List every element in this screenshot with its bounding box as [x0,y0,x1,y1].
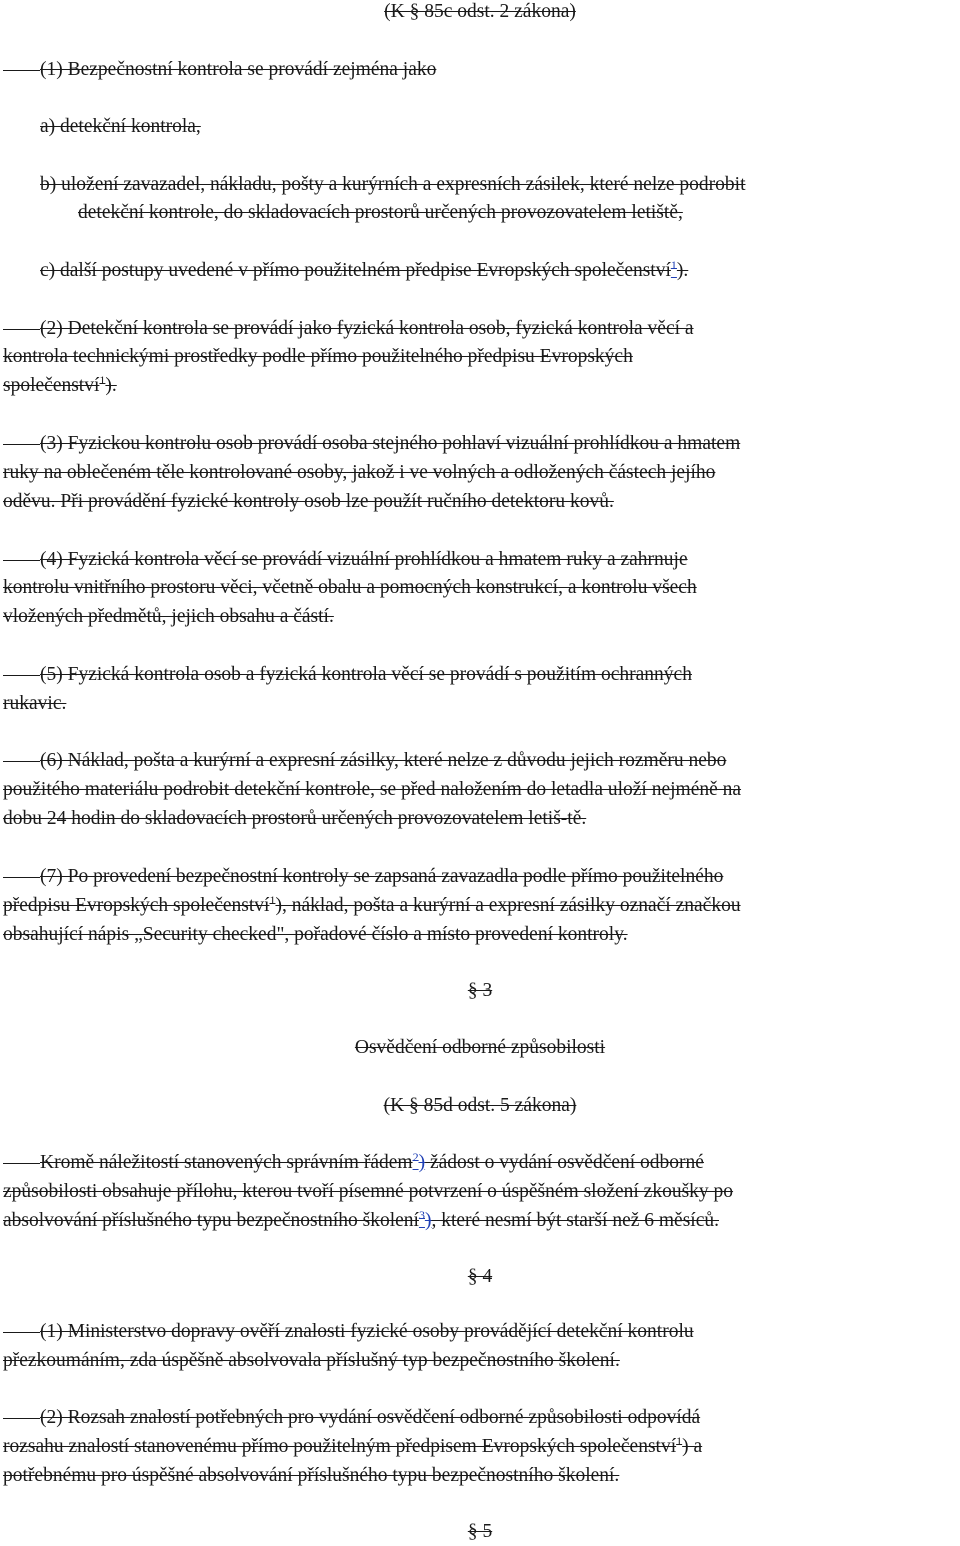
paragraph-indent-rule [3,675,40,676]
section-4-text: rozsahu znalostí stanovenému přímo použitelným předpisem Evropských společenství [3,1436,677,1457]
footnote-number: 3 [418,1208,425,1222]
paragraph-7-text: předpisu Evropských společenství [3,895,270,916]
section-3-text: Kromě náležitostí stanovených správním řádem [40,1152,413,1173]
footnote-number: 1 [670,258,677,272]
footnote-paren: ) [418,1152,426,1173]
paragraph-7-line-1: (7) Po provedení bezpečnostní kontroly se zapsaná zavazadla podle přímo použitelného [40,866,724,887]
section-heading: § 3 [467,980,493,1001]
section-heading: § 5 [467,1521,493,1542]
paragraph-4-line-3: vložených předmětů, jejich obsahu a částí. [3,606,334,627]
paragraph-7-line-3: obsahující nápis „Security checked", pořadové číslo a místo provedení kontroly. [3,924,628,945]
section-4-tail: ) a [682,1436,703,1457]
section-3-line-2: způsobilosti obsahuje přílohu, kterou tvoří písemné potvrzení o úspěšném složení zkoušky po [3,1181,734,1202]
section-heading: § 4 [467,1266,493,1287]
footnote-link-3[interactable] [419,1210,432,1231]
section-4-paragraph-2-line-2 [3,1435,702,1459]
paragraph-indent-rule [3,877,40,878]
paragraph-6-line-1: (6) Náklad, pošta a kurýrní a expresní zásilky, které nelze z důvodu jejich rozměru nebo [40,750,727,771]
footnote-number: 1 [676,1434,683,1448]
section-4-paragraph-1-line-1: (1) Ministerstvo dopravy ověří znalosti fyzické osoby provádějící detekční kontrolu [40,1321,694,1342]
paragraph-6-line-3: dobu 24 hodin do skladovacích prostorů určených provozovatelem letiš-tě. [3,808,587,829]
paragraph-2-line-2: kontrola technickými prostředky podle přímo použitelného předpisu Evropských [3,346,633,367]
section-4-paragraph-2-line-3: potřebnému pro úspěšné absolvování příslušného typu bezpečnostního školení. [3,1465,620,1486]
paragraph-indent-rule [3,70,40,71]
item-c-text: c) další postupy uvedené v přímo použitelném předpise Evropských společenství [40,260,671,281]
source-reference: (K § 85d odst. 5 zákona) [383,1095,577,1116]
footnote-number: 2 [412,1150,419,1164]
paragraph-7-line-2 [3,894,741,918]
paragraph-indent-rule [3,444,40,445]
paragraph-5-line-2: rukavic. [3,693,67,714]
paragraph-2-line-3 [3,374,117,398]
section-3-tail: , které nesmí být starší než 6 měsíců. [431,1210,719,1231]
section-3-tail: žádost o vydání osvědčení odborné [425,1152,704,1173]
paragraph-indent-rule [3,1332,40,1333]
section-4-paragraph-1-line-2: přezkoumáním, zda úspěšně absolvovala příslušný typ bezpečnostního školení. [3,1350,620,1371]
source-reference: (K § 85c odst. 2 zákona) [384,1,576,22]
footnote-link-2[interactable] [413,1152,426,1173]
paragraph-2-tail: ). [105,375,117,396]
paragraph-3-line-3: oděvu. Při provádění fyzické kontroly osob lze použít ručního detektoru kovů. [3,491,614,512]
section-title: Osvědčení odborné způsobilosti [354,1037,606,1058]
paragraph-indent-rule [3,1418,40,1419]
footnote-number: 1 [99,373,106,387]
footnote-paren: ) [424,1210,432,1231]
paragraph-7-tail: ), náklad, pošta a kurýrní a expresní zásilky označí značkou [275,895,741,916]
paragraph-3-line-1: (3) Fyzickou kontrolu osob provádí osoba stejného pohlaví vizuální prohlídkou a hmatem [40,433,741,454]
paragraph-4-line-1: (4) Fyzická kontrola věcí se provádí vizuální prohlídkou a hmatem ruky a zahrnuje [40,549,688,570]
item-b-line-1: b) uložení zavazadel, nákladu, pošty a kurýrních a expresních zásilek, které nelze podrobit [40,174,746,195]
section-3-line-3 [3,1209,719,1233]
paragraph-indent-rule [3,560,40,561]
paragraph-1-line-1: (1) Bezpečnostní kontrola se provádí zejména jako [40,59,437,80]
paragraph-6-line-2: použitého materiálu podrobit detekční kontrole, se před naložením do letadla uloží nejméně na [3,779,742,800]
item-c [40,259,688,283]
paragraph-indent-rule [3,329,40,330]
section-3-text: absolvování příslušného typu bezpečnostního školení [3,1210,419,1231]
section-3-line-1 [40,1151,704,1175]
item-b-line-2: detekční kontrole, do skladovacích prostorů určených provozovatelem letiště, [78,202,683,223]
footnote-number: 1 [269,893,276,907]
paragraph-2-line-1: (2) Detekční kontrola se provádí jako fyzická kontrola osob, fyzická kontrola věcí a [40,318,694,339]
item-c-tail: ). [676,260,689,281]
paragraph-5-line-1: (5) Fyzická kontrola osob a fyzická kontrola věcí se provádí s použitím ochranných [40,664,692,685]
section-4-paragraph-2-line-1: (2) Rozsah znalostí potřebných pro vydání osvědčení odborné způsobilosti odpovídá [40,1407,701,1428]
paragraph-2-text: společenství [3,375,100,396]
paragraph-indent-rule [3,1163,40,1164]
item-a: a) detekční kontrola, [40,116,201,137]
paragraph-indent-rule [3,761,40,762]
paragraph-4-line-2: kontrolu vnitřního prostoru věci, včetně obalu a pomocných konstrukcí, a kontrolu všech [3,577,697,598]
paragraph-3-line-2: ruky na oblečeném těle kontrolované osoby, jakož i ve volných a odložených částech jejího [3,462,716,483]
